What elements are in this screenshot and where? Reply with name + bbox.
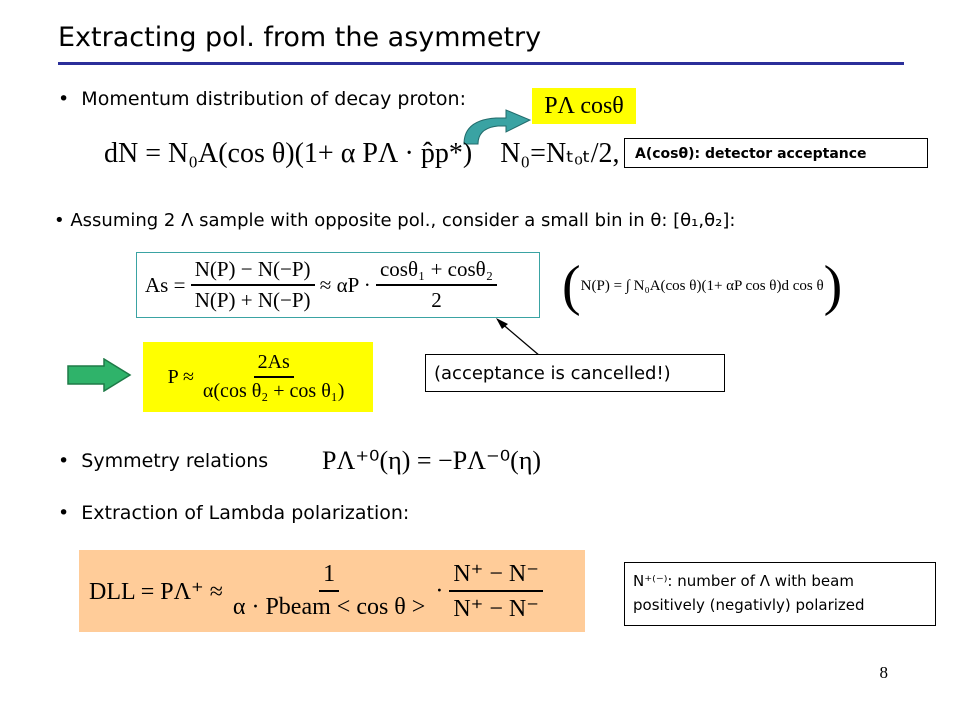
dn-equation-text: dN = N₀A(cos θ)(1+ α PΛ · p̂p*) xyxy=(104,138,473,169)
asym-lhs: As = xyxy=(145,272,186,297)
dll-denominator-1: α · Pbeam < cos θ > xyxy=(232,594,426,620)
asym-numerator-2: cosθ₁ + cosθ₂ xyxy=(376,257,497,286)
bullet-symmetry xyxy=(58,450,268,472)
bullet-momentum-text: Momentum distribution of decay proton: xyxy=(81,88,466,110)
dll-lhs: DLL = PΛ⁺ ≈ xyxy=(89,578,223,605)
asym-approx: ≈ αP · xyxy=(319,272,371,297)
n-definition-line1: N⁺⁽⁻⁾: number of Λ with beam xyxy=(633,572,854,590)
acceptance-note-box xyxy=(624,138,928,168)
left-paren: ( xyxy=(562,255,581,317)
bullet-assuming xyxy=(54,210,735,231)
bullet-dot: • xyxy=(54,210,71,231)
dll-numerator-1: 1 xyxy=(319,561,339,592)
asym-denominator: N(P) + N(−P) xyxy=(194,288,311,312)
right-paren: ) xyxy=(823,255,843,317)
p-approx-lhs: P ≈ xyxy=(167,365,194,388)
dll-equation-panel: DLL = PΛ⁺ ≈ $\frac{1}{\text{α · Pbeam < cos θ >}}$ · $\frac{N^+ - N^-}{N^+ - N^-}$ xyxy=(79,550,585,632)
bullet-dot: • xyxy=(58,88,82,110)
symmetry-equation-text: PΛ⁺⁰(η) = −PΛ⁻⁰(η) xyxy=(322,446,542,475)
asym-denominator-2: 2 xyxy=(431,288,442,312)
asym-fraction-2 xyxy=(376,257,497,313)
p-cos-theta-text: PΛ cosθ xyxy=(544,93,624,119)
cancelled-note-box xyxy=(425,354,725,392)
dn-equation xyxy=(104,136,620,170)
pointer-line xyxy=(500,322,540,356)
bullet-symmetry-text: Symmetry relations xyxy=(81,450,269,472)
bullet-extraction-text: Extraction of Lambda polarization: xyxy=(81,502,410,524)
p-approx-box xyxy=(143,342,373,412)
title-underline xyxy=(58,62,904,65)
p-cos-theta-box xyxy=(532,88,636,124)
n-definition-box xyxy=(624,562,936,626)
np-integral-text: N(P) = ∫ N₀A(cos θ)(1+ αP cos θ)d cos θ xyxy=(580,277,824,294)
dll-fraction-2 xyxy=(449,559,543,623)
bullet-dot: • xyxy=(58,450,82,472)
np-integral xyxy=(562,256,842,316)
acceptance-note-text: A(cosθ): detector acceptance xyxy=(635,146,867,162)
asym-numerator: N(P) − N(−P) xyxy=(191,257,315,286)
page-number: 8 xyxy=(879,663,888,682)
bullet-extraction xyxy=(58,502,409,524)
dll-denominator-2: N⁺ − N⁻ xyxy=(453,596,539,622)
asym-fraction-1 xyxy=(191,257,315,313)
dll-fraction-1 xyxy=(229,561,429,621)
slide-title: Extracting pol. from the asymmetry xyxy=(58,22,542,53)
symmetry-equation xyxy=(322,446,541,476)
green-block-arrow xyxy=(66,358,132,392)
n-definition-line2: positively (negativly) polarized xyxy=(633,596,865,614)
bullet-assuming-text: Assuming 2 Λ sample with opposite pol., consider a small bin in θ: [θ₁,θ₂]: xyxy=(70,210,736,231)
asymmetry-equation-box xyxy=(136,252,540,318)
dll-numerator-2: N⁺ − N⁻ xyxy=(449,559,543,592)
cancelled-note-text: (acceptance is cancelled!) xyxy=(434,363,671,384)
p-approx-fraction xyxy=(199,351,349,403)
n0-definition: N₀=Nₜₒₜ/2, xyxy=(500,138,620,169)
green-arrow-shape xyxy=(68,359,130,391)
p-approx-denominator: α(cos θ₂ + cos θ₁) xyxy=(202,380,345,402)
bullet-dot: • xyxy=(58,502,82,524)
p-approx-numerator: 2As xyxy=(254,351,294,378)
